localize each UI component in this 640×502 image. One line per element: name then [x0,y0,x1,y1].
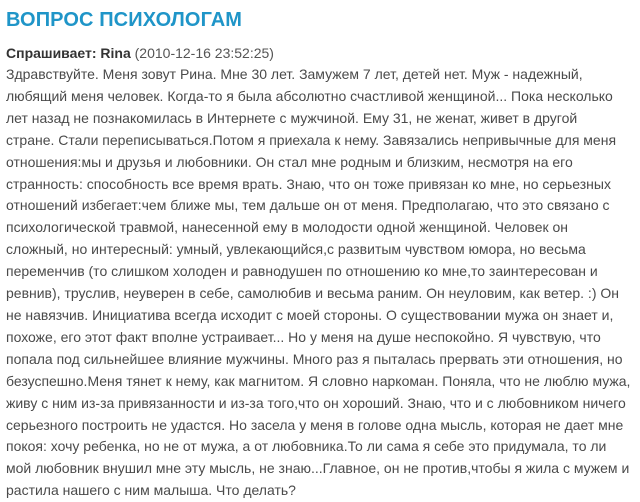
question-line: Здравствуйте. Меня зовут Рина. Мне 30 лет. Замужем 7 лет, детей нет. Муж - надежный, [6,66,583,82]
question-line: безуспешно.Меня тянет к нему, как магнитом. Я словно наркоман. Поняла, что не люблю мужа, [6,372,631,389]
author-name: Rina [100,45,131,61]
question-line: попала под сильнейшее влияние мужчины. Много раз я пыталась прервать эти отношения, но [6,350,623,367]
question-line: лет назад не познакомилась в Интернете с мужчиной. Ему 31, не женат, живет в другой [6,109,578,126]
question-line: отношений избегает:чем ближе мы, тем дальше он от меня. Предполагаю, что это связано с [6,197,610,214]
question-text [6,64,634,502]
question-line: любящий меня человек. Когда-то я была абсолютно счастливой женщиной... Пока несколько [6,87,613,104]
question-line: отношения:мы и друзья и любовники. Он стал мне родным и близким, несмотря на его [6,153,573,170]
question-line: стране. Стали переписываться.Потом я приехала к нему. Завязались непривычные для меня [6,131,617,148]
question-line: переменчив (то слишком холоден и равнодушен по отношению ко мне,то заинтересован и [6,263,598,280]
question-meta [6,43,634,63]
asks-label: Спрашивает: [6,45,97,61]
page-title: ВОПРОС ПСИХОЛОГАМ [6,9,243,31]
question-line: ревнив), труслив, неуверен в себе, самолюбив и весьма раним. Он неуловим, как ветер. :) Он [6,285,619,302]
question-line: похоже, его этот факт вполне устраивает... Но у меня на душе неспокойно. Я чувствую, что [6,328,601,345]
question-line: живу с ним из-за привязанности и из-за того,что он хороший. Знаю, что и с любовником ничего [6,394,626,411]
question-line: не навязчив. Инициатива всегда исходит с моей стороны. О существовании мужа он знает и, [6,306,614,323]
question-line: серьезного построить не удастся. Но засела у меня в голове одна мысль, которая не дает мне [6,416,624,433]
question-line: мой любовник внушил мне эту мысль, не знаю...Главное, он не против,чтобы я жила с мужем и [6,460,630,477]
question-line: покоя: хочу ребенка, но не от мужа, а от любовника.То ли сама я себе это придумала, то ли [6,438,607,455]
question-timestamp: (2010-12-16 23:52:25) [134,45,274,61]
question-line: растила нашего с ним малыша. Что делать? [6,482,296,499]
question-line: сложный, но интересный: умный, увлекающийся,с развитым чувством юмора, но весьма [6,241,586,258]
question-line: странность: способность все время врать. Знаю, что он тоже привязан ко мне, но серьезных [6,175,611,192]
question-line: психологической травмой, нанесенной ему в молодости одной женщиной. Человек он [6,219,569,236]
